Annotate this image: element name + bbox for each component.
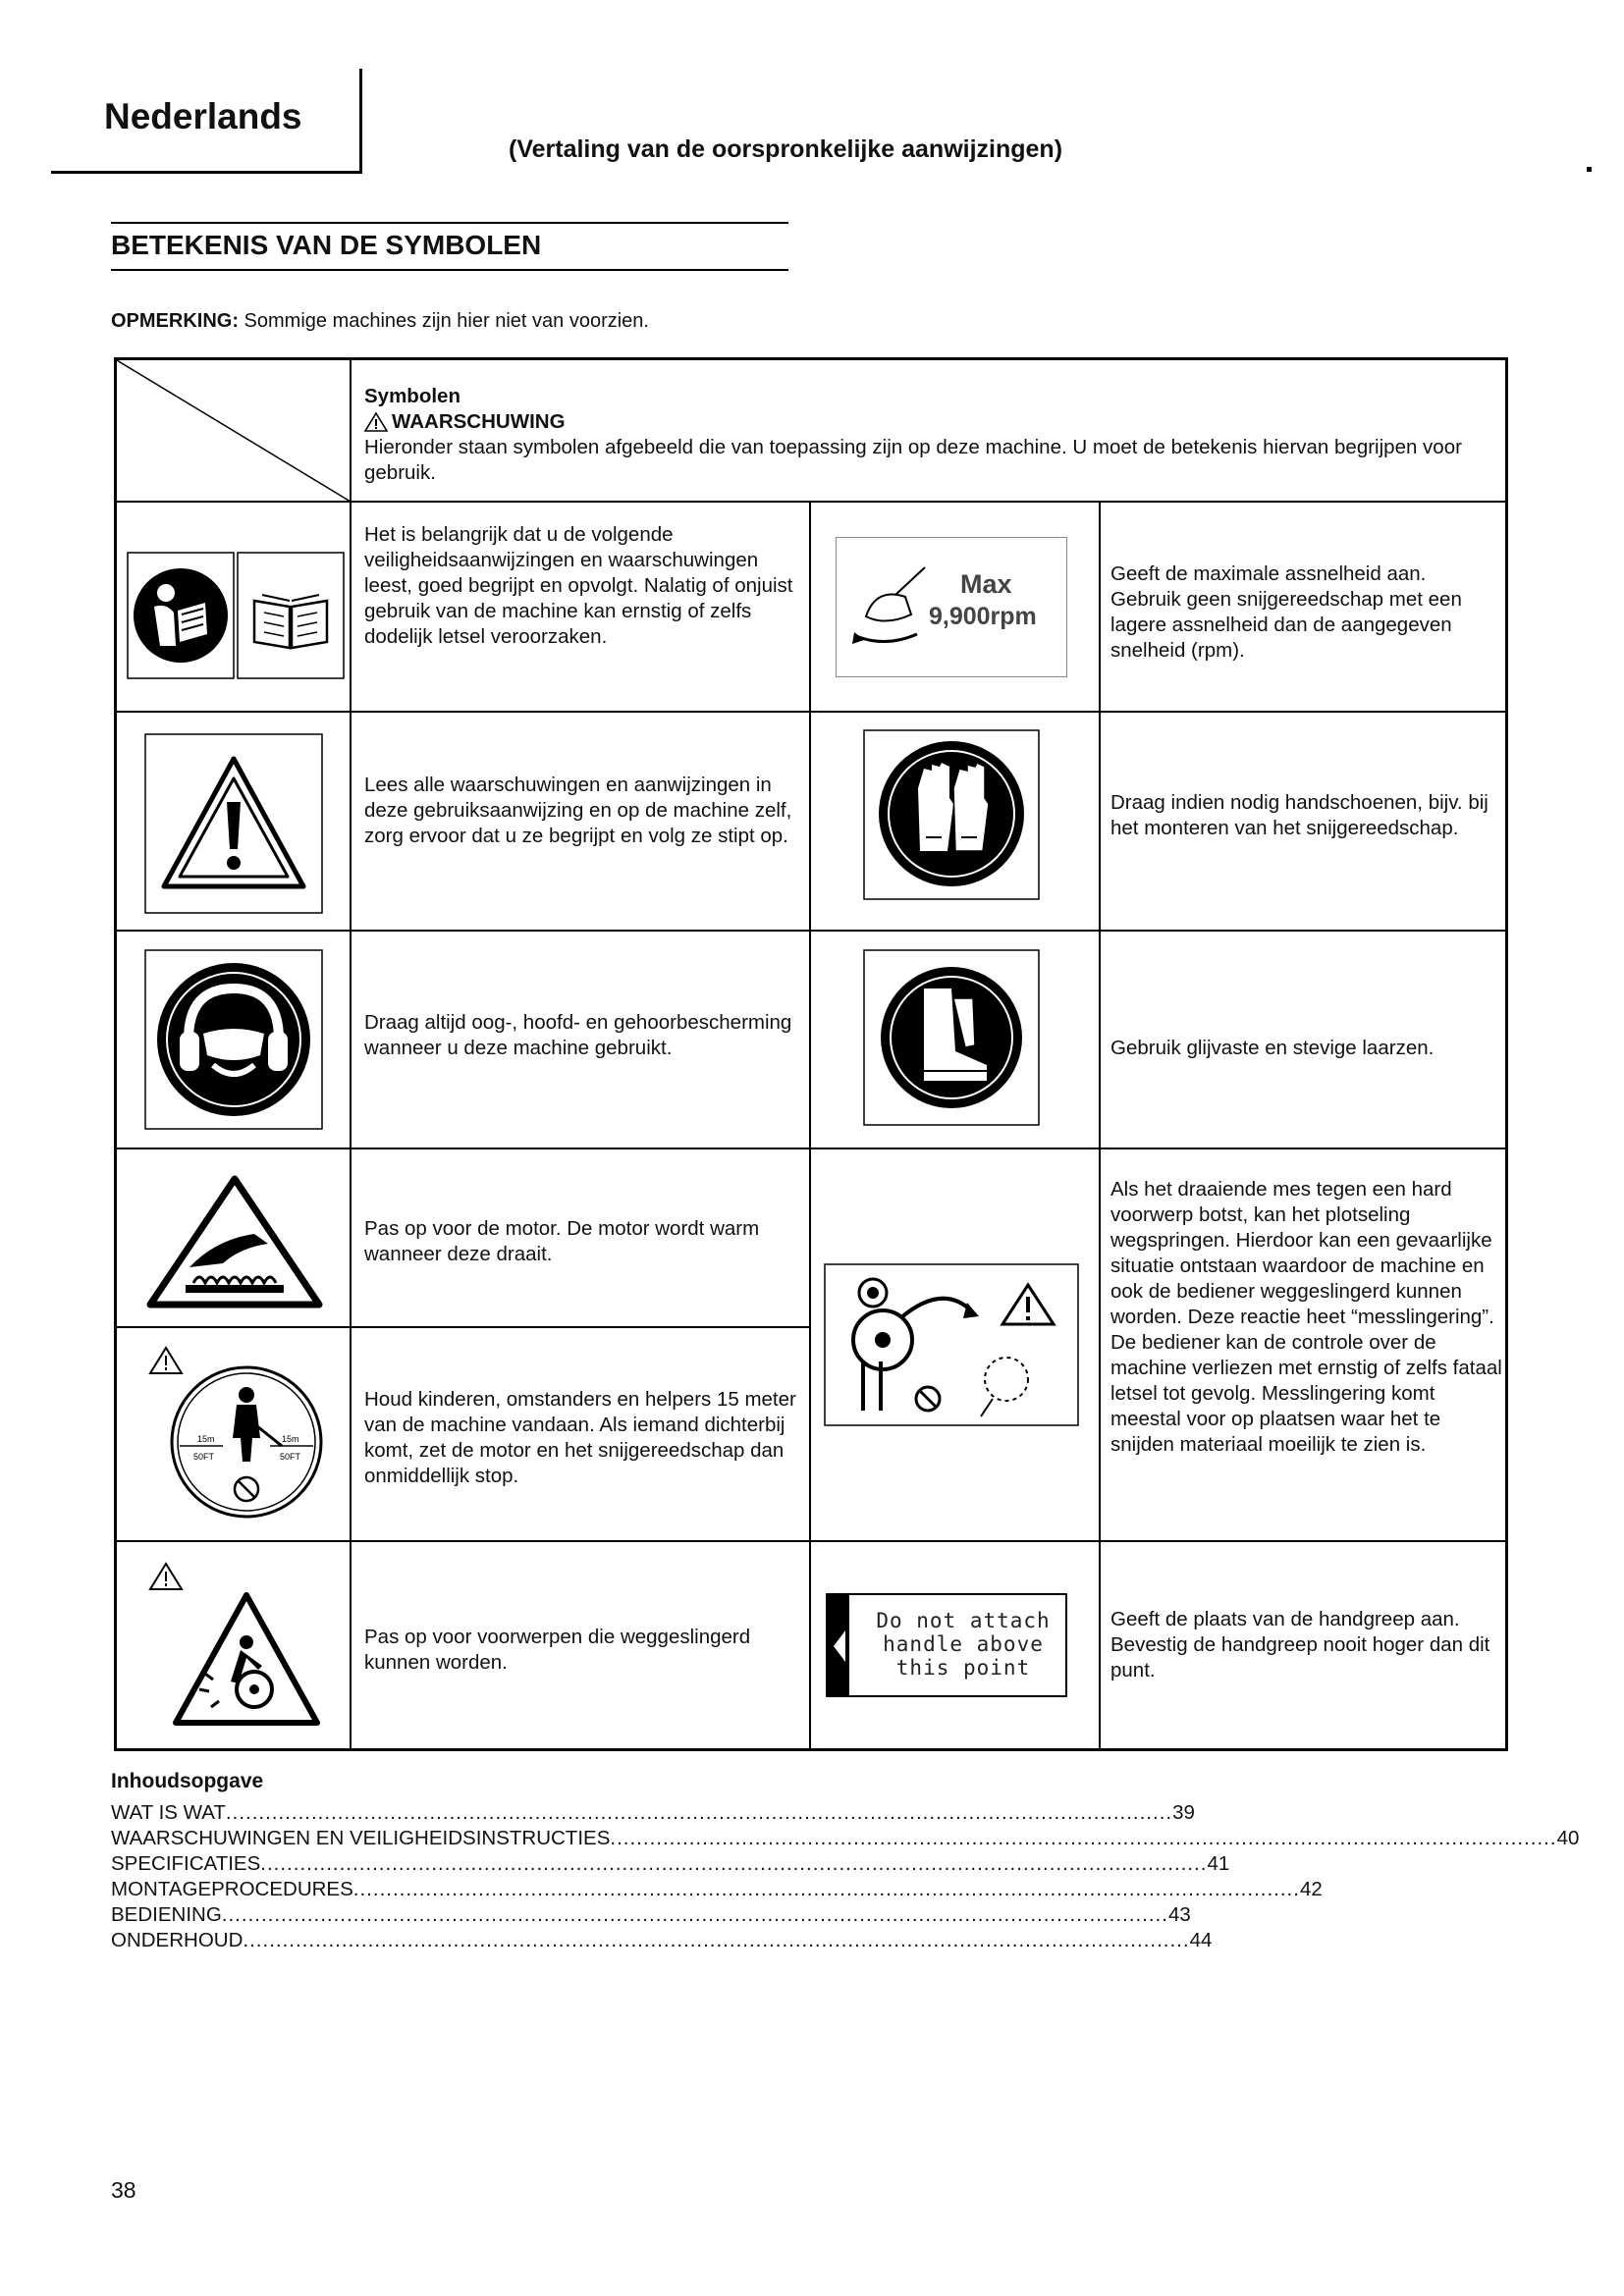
toc-item-page: 42 [1299, 1878, 1323, 1900]
toc-item [111, 1851, 1230, 1877]
toc-item-page: 43 [1167, 1903, 1191, 1926]
row3-right-text: Gebruik glijvaste en stevige laarzen. [1110, 1037, 1435, 1059]
toc-item [111, 1902, 1191, 1928]
row6-left-text: Pas op voor voorwerpen die weggeslingerd kunnen worden. [364, 1626, 751, 1674]
keep-distance-icon [144, 1344, 327, 1524]
toc-item [111, 1928, 1213, 1953]
toc-item-page: 44 [1189, 1929, 1213, 1951]
note [111, 310, 649, 333]
hot-surface-icon [146, 1175, 323, 1308]
toc-leader-dots: ................................................................................................................................................ [352, 1878, 1300, 1900]
header-diagonal [117, 360, 351, 502]
row2-left-text: Lees alle waarschuwingen en aanwijzingen in deze gebruiksaanwijzing en op de machine zelf, zorg ervoor dat u ze begrijpt en volg ze stipt op. [364, 774, 792, 847]
manual-book-icon [237, 552, 345, 679]
symbols-table [114, 357, 1508, 1751]
handle-text-line1: Do not attach [876, 1609, 1051, 1632]
general-warning-icon [144, 733, 323, 914]
toc-item-label: SPECIFICATIES [111, 1852, 261, 1875]
toc-item-label: WAT IS WAT [111, 1801, 226, 1824]
distance-15m-left: 15m [197, 1434, 215, 1444]
row4-right-text: Als het draaiende mes tegen een hard voorwerp botst, kan het plotseling wegspringen. Hierdoor kan een gevaarlijke situatie ontstaan waardoor de machine en ook de bediener weggeslingerd kunnen worden. Deze reactie heet “messlingering”. De bediener kan de controle over de machine verliezen met ernstig of zelfs fataal letsel tot gevolg. Messlingering komt meestal voor op plaatsen waar het te snijden materiaal moeilijk te zien is. [1110, 1178, 1502, 1456]
handle-arrow-icon [832, 1627, 847, 1666]
header-text: Hieronder staan symbolen afgebeeld die van toepassing zijn op deze machine. U moet de betekenis hiervan begrijpen voor gebruik. [364, 436, 1462, 484]
read-manual-mandatory-icon [127, 552, 235, 679]
row1-left-text: Het is belangrijk dat u de volgende veiligheidsaanwijzingen en waarschuwingen leest, goed begrijpt en opvolgt. Nalatig of onjuist gebruik van de machine kan ernstig of zelfs dodelijk letsel veroorzaken. [364, 523, 793, 648]
row-divider [117, 1540, 1505, 1542]
distance-50ft-left: 50FT [193, 1452, 215, 1462]
toc-item-page: 40 [1556, 1827, 1580, 1849]
row-divider [117, 1326, 811, 1328]
toc-item [111, 1826, 1580, 1851]
rpm-label: 9,900rpm [929, 603, 1037, 630]
toc-item-label: WAARSCHUWINGEN EN VEILIGHEIDSINSTRUCTIES [111, 1827, 611, 1849]
toc-leader-dots: ................................................................................................................................................ [610, 1827, 1557, 1849]
toc-leader-dots: ................................................................................................................................................ [243, 1929, 1190, 1951]
row-divider [117, 1148, 1505, 1149]
row2-right-text: Draag indien nodig handschoenen, bijv. bij het monteren van het snijgereedschap. [1110, 791, 1489, 839]
thrown-objects-icon [144, 1560, 327, 1733]
toc-title: Inhoudsopgave [111, 1770, 264, 1792]
toc-item-label: ONDERHOUD [111, 1929, 244, 1951]
row6-right-text: Geeft de plaats van de handgreep aan. Bevestig de handgreep nooit hoger dan dit punt. [1110, 1608, 1490, 1682]
toc-item-label: MONTAGEPROCEDURES [111, 1878, 353, 1900]
col-divider [809, 501, 811, 1748]
handle-position-label [826, 1593, 1067, 1697]
note-label: OPMERKING: [111, 310, 239, 332]
row5-left-text: Houd kinderen, omstanders en helpers 15 meter van de machine vandaan. Als iemand dichterbij komt, zet de motor en het snijgereedschap dan onmiddellijk stop. [364, 1388, 796, 1487]
max-rpm-icon [836, 537, 1067, 677]
blade-kickback-icon [824, 1263, 1079, 1426]
note-text: Sommige machines zijn hier niet van voorzien. [239, 310, 649, 332]
section-title: BETEKENIS VAN DE SYMBOLEN [111, 230, 542, 260]
dot-mark [1587, 167, 1592, 172]
col-divider [1099, 501, 1101, 1748]
col-divider [350, 360, 352, 1748]
row3-left-text: Draag altijd oog-, hoofd- en gehoorbescherming wanneer u deze machine gebruikt. [364, 1011, 792, 1059]
language-title: Nederlands [104, 96, 302, 136]
toc-leader-dots: ................................................................................................................................................ [260, 1852, 1208, 1875]
handle-text-line3: this point [895, 1656, 1031, 1680]
toc-item-label: BEDIENING [111, 1903, 222, 1926]
table-header [364, 384, 1484, 486]
header-title: Symbolen [364, 385, 460, 407]
distance-15m-right: 15m [282, 1434, 299, 1444]
distance-50ft-right: 50FT [280, 1452, 301, 1462]
toc-item [111, 1800, 1195, 1826]
header-warning: WAARSCHUWING [392, 410, 566, 433]
max-label: Max [960, 569, 1012, 599]
toc-item [111, 1877, 1323, 1902]
row-divider [117, 930, 1505, 932]
wear-boots-icon [863, 949, 1040, 1126]
toc-item-page: 39 [1172, 1801, 1195, 1824]
toc-leader-dots: ................................................................................................................................................ [225, 1801, 1173, 1824]
row1-right-text: Geeft de maximale assnelheid aan. Gebruik geen snijgereedschap met een lagere assnelheid dan de aangegeven snelheid (rpm). [1110, 562, 1462, 662]
table-of-contents [111, 1800, 1580, 1953]
toc-item-page: 41 [1207, 1852, 1230, 1875]
page-number: 38 [111, 2177, 136, 2203]
handle-text-line2: handle above [883, 1632, 1044, 1656]
blade-speed-icon [846, 558, 935, 666]
wear-gloves-icon [863, 729, 1040, 900]
translation-subtitle: (Vertaling van de oorspronkelijke aanwijzingen) [509, 135, 1063, 163]
warning-small-icon [364, 412, 388, 432]
row4-left-text: Pas op voor de motor. De motor wordt warm wanneer deze draait. [364, 1217, 760, 1265]
row-divider [117, 711, 1505, 713]
wear-protection-icon [144, 949, 323, 1130]
toc-leader-dots: ................................................................................................................................................ [221, 1903, 1168, 1926]
